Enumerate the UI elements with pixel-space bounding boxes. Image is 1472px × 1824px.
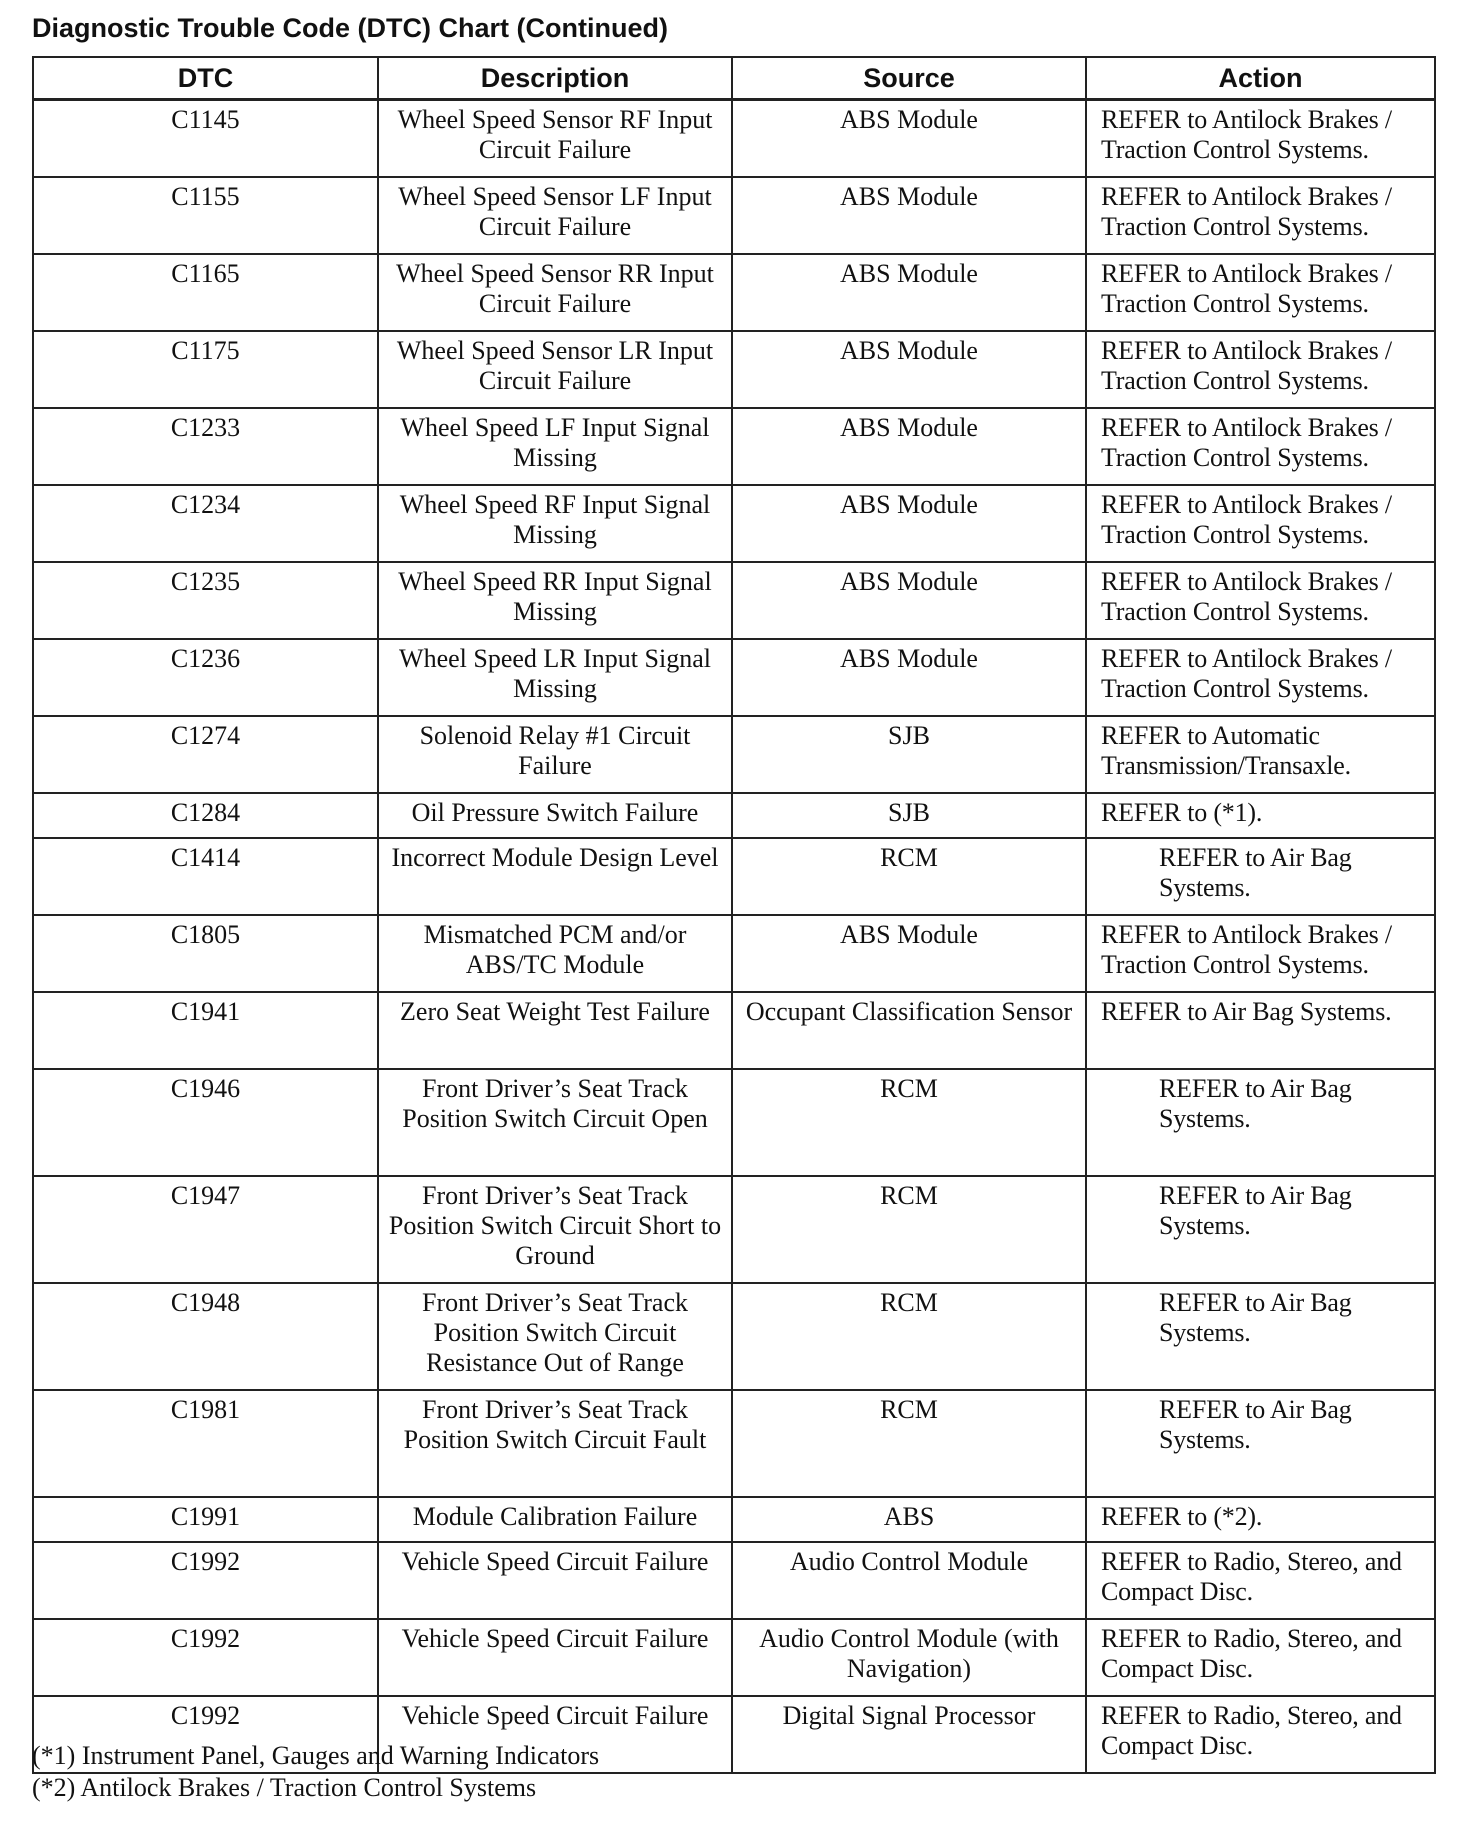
- table-row: [33, 331, 1435, 408]
- source-cell: ABS Module: [732, 562, 1086, 639]
- description-cell: Solenoid Relay #1 Circuit Failure: [378, 716, 732, 793]
- action-cell: REFER to Antilock Brakes / Traction Control Systems.: [1086, 562, 1435, 639]
- description-cell: Mismatched PCM and/or ABS/TC Module: [378, 915, 732, 992]
- description-cell: Incorrect Module Design Level: [378, 838, 732, 915]
- column-header-action: Action: [1086, 57, 1435, 100]
- source-cell: RCM: [732, 838, 1086, 915]
- action-cell: REFER to Antilock Brakes / Traction Control Systems.: [1086, 639, 1435, 716]
- dtc-cell: C1991: [33, 1497, 378, 1542]
- action-cell: REFER to (*2).: [1086, 1497, 1435, 1542]
- description-cell: Module Calibration Failure: [378, 1497, 732, 1542]
- source-cell: ABS Module: [732, 639, 1086, 716]
- dtc-cell: C1946: [33, 1069, 378, 1176]
- table-row: [33, 408, 1435, 485]
- action-cell: REFER to Air Bag Systems.: [1086, 1069, 1435, 1176]
- action-cell: REFER to (*1).: [1086, 793, 1435, 838]
- table-row: [33, 562, 1435, 639]
- column-header-dtc: DTC: [33, 57, 378, 100]
- action-cell: REFER to Antilock Brakes / Traction Control Systems.: [1086, 331, 1435, 408]
- description-cell: Wheel Speed LR Input Signal Missing: [378, 639, 732, 716]
- column-header-description: Description: [378, 57, 732, 100]
- action-cell: REFER to Air Bag Systems.: [1086, 992, 1435, 1069]
- dtc-cell: C1414: [33, 838, 378, 915]
- source-cell: ABS: [732, 1497, 1086, 1542]
- dtc-cell: C1981: [33, 1390, 378, 1497]
- source-cell: RCM: [732, 1390, 1086, 1497]
- source-cell: RCM: [732, 1069, 1086, 1176]
- dtc-cell: C1175: [33, 331, 378, 408]
- description-cell: Zero Seat Weight Test Failure: [378, 992, 732, 1069]
- source-cell: RCM: [732, 1283, 1086, 1390]
- source-cell: RCM: [732, 1176, 1086, 1283]
- table-row: [33, 1390, 1435, 1497]
- source-cell: Occupant Classification Sensor: [732, 992, 1086, 1069]
- description-cell: Wheel Speed RR Input Signal Missing: [378, 562, 732, 639]
- action-cell: REFER to Radio, Stereo, and Compact Disc.: [1086, 1619, 1435, 1696]
- action-cell: REFER to Air Bag Systems.: [1086, 838, 1435, 915]
- table-row: [33, 1497, 1435, 1542]
- table-row: [33, 177, 1435, 254]
- dtc-cell: C1992: [33, 1696, 378, 1773]
- table-row: [33, 485, 1435, 562]
- table-row: [33, 838, 1435, 915]
- description-cell: Front Driver’s Seat Track Position Switch Circuit Open: [378, 1069, 732, 1176]
- column-header-source: Source: [732, 57, 1086, 100]
- action-cell: REFER to Antilock Brakes / Traction Control Systems.: [1086, 408, 1435, 485]
- description-cell: Front Driver’s Seat Track Position Switch Circuit Short to Ground: [378, 1176, 732, 1283]
- action-cell: REFER to Radio, Stereo, and Compact Disc.: [1086, 1542, 1435, 1619]
- dtc-cell: C1992: [33, 1619, 378, 1696]
- dtc-cell: C1165: [33, 254, 378, 331]
- source-cell: ABS Module: [732, 254, 1086, 331]
- table-row: [33, 992, 1435, 1069]
- dtc-cell: C1234: [33, 485, 378, 562]
- table-row: [33, 1619, 1435, 1696]
- description-cell: Vehicle Speed Circuit Failure: [378, 1696, 732, 1773]
- dtc-cell: C1284: [33, 793, 378, 838]
- table-row: [33, 716, 1435, 793]
- dtc-cell: C1805: [33, 915, 378, 992]
- dtc-cell: C1941: [33, 992, 378, 1069]
- table-row: [33, 254, 1435, 331]
- action-cell: REFER to Antilock Brakes / Traction Control Systems.: [1086, 915, 1435, 992]
- dtc-cell: C1947: [33, 1176, 378, 1283]
- table-row: [33, 1176, 1435, 1283]
- table-row: [33, 1069, 1435, 1176]
- footnote-1: (*1) Instrument Panel, Gauges and Warning Indicators: [32, 1741, 600, 1770]
- action-cell: REFER to Radio, Stereo, and Compact Disc.: [1086, 1696, 1435, 1773]
- action-cell: REFER to Antilock Brakes / Traction Control Systems.: [1086, 485, 1435, 562]
- page-title: Diagnostic Trouble Code (DTC) Chart (Continued): [32, 13, 668, 43]
- table-row: [33, 1542, 1435, 1619]
- description-cell: Wheel Speed Sensor RR Input Circuit Failure: [378, 254, 732, 331]
- action-cell: REFER to Air Bag Systems.: [1086, 1283, 1435, 1390]
- action-cell: REFER to Air Bag Systems.: [1086, 1176, 1435, 1283]
- dtc-cell: C1274: [33, 716, 378, 793]
- dtc-cell: C1155: [33, 177, 378, 254]
- action-cell: REFER to Automatic Transmission/Transaxle.: [1086, 716, 1435, 793]
- description-cell: Wheel Speed RF Input Signal Missing: [378, 485, 732, 562]
- dtc-cell: C1948: [33, 1283, 378, 1390]
- source-cell: ABS Module: [732, 100, 1086, 178]
- table-row: [33, 100, 1435, 178]
- description-cell: Wheel Speed Sensor LF Input Circuit Failure: [378, 177, 732, 254]
- description-cell: Oil Pressure Switch Failure: [378, 793, 732, 838]
- table-row: [33, 1283, 1435, 1390]
- source-cell: ABS Module: [732, 177, 1086, 254]
- source-cell: SJB: [732, 793, 1086, 838]
- action-cell: REFER to Antilock Brakes / Traction Control Systems.: [1086, 100, 1435, 178]
- dtc-cell: C1233: [33, 408, 378, 485]
- description-cell: Front Driver’s Seat Track Position Switch Circuit Resistance Out of Range: [378, 1283, 732, 1390]
- table-row: [33, 793, 1435, 838]
- source-cell: Audio Control Module: [732, 1542, 1086, 1619]
- description-cell: Wheel Speed Sensor LR Input Circuit Failure: [378, 331, 732, 408]
- source-cell: ABS Module: [732, 408, 1086, 485]
- action-cell: REFER to Air Bag Systems.: [1086, 1390, 1435, 1497]
- description-cell: Front Driver’s Seat Track Position Switch Circuit Fault: [378, 1390, 732, 1497]
- table-row: [33, 915, 1435, 992]
- table-row: [33, 639, 1435, 716]
- footnote-2: (*2) Antilock Brakes / Traction Control Systems: [32, 1773, 537, 1802]
- dtc-cell: C1236: [33, 639, 378, 716]
- source-cell: Audio Control Module (with Navigation): [732, 1619, 1086, 1696]
- dtc-cell: C1992: [33, 1542, 378, 1619]
- table-header-row: [33, 57, 1435, 100]
- source-cell: ABS Module: [732, 915, 1086, 992]
- source-cell: SJB: [732, 716, 1086, 793]
- footnotes: [32, 1740, 599, 1804]
- dtc-cell: C1145: [33, 100, 378, 178]
- description-cell: Vehicle Speed Circuit Failure: [378, 1542, 732, 1619]
- action-cell: REFER to Antilock Brakes / Traction Control Systems.: [1086, 177, 1435, 254]
- action-cell: REFER to Antilock Brakes / Traction Control Systems.: [1086, 254, 1435, 331]
- dtc-table: [32, 56, 1436, 1774]
- source-cell: ABS Module: [732, 331, 1086, 408]
- source-cell: ABS Module: [732, 485, 1086, 562]
- description-cell: Wheel Speed Sensor RF Input Circuit Failure: [378, 100, 732, 178]
- description-cell: Wheel Speed LF Input Signal Missing: [378, 408, 732, 485]
- source-cell: Digital Signal Processor: [732, 1696, 1086, 1773]
- dtc-cell: C1235: [33, 562, 378, 639]
- description-cell: Vehicle Speed Circuit Failure: [378, 1619, 732, 1696]
